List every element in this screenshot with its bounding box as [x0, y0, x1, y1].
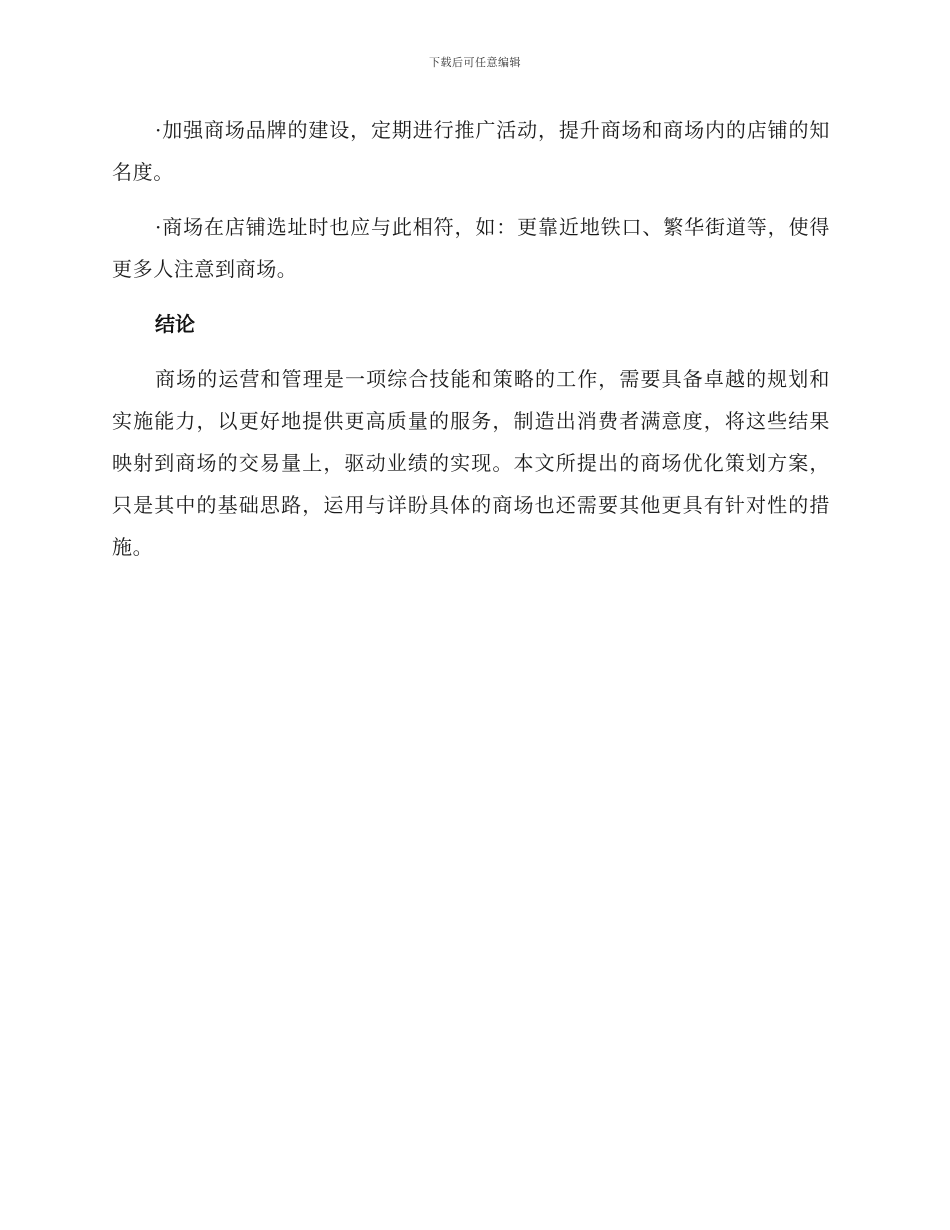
document-body: [112, 109, 830, 581]
bullet-paragraph-brand: [112, 109, 830, 193]
bullet-text: 商场在店铺选址时也应与此相符，如：更靠近地铁口、繁华街道等，使得更多人注意到商场。: [112, 215, 830, 281]
bullet-dot: ·: [155, 215, 162, 239]
bullet-text: 加强商场品牌的建设，定期进行推广活动，提升商场和商场内的店铺的知名度。: [112, 118, 830, 184]
section-title-conclusion: 结论: [155, 312, 195, 336]
bullet-paragraph-location: [112, 206, 830, 290]
page-header-note: 下载后可任意编辑: [429, 56, 521, 69]
conclusion-paragraph: 商场的运营和管理是一项综合技能和策略的工作，需要具备卓越的规划和实施能力，以更好地提供更高质量的服务，制造出消费者满意度，将这些结果映射到商场的交易量上，驱动业绩的实现。本文所提出的商场优化策划方案，只是其中的基础思路，运用与详盼具体的商场也还需要其他更具有针对性的措施。: [112, 367, 830, 559]
bullet-dot: ·: [155, 118, 162, 142]
